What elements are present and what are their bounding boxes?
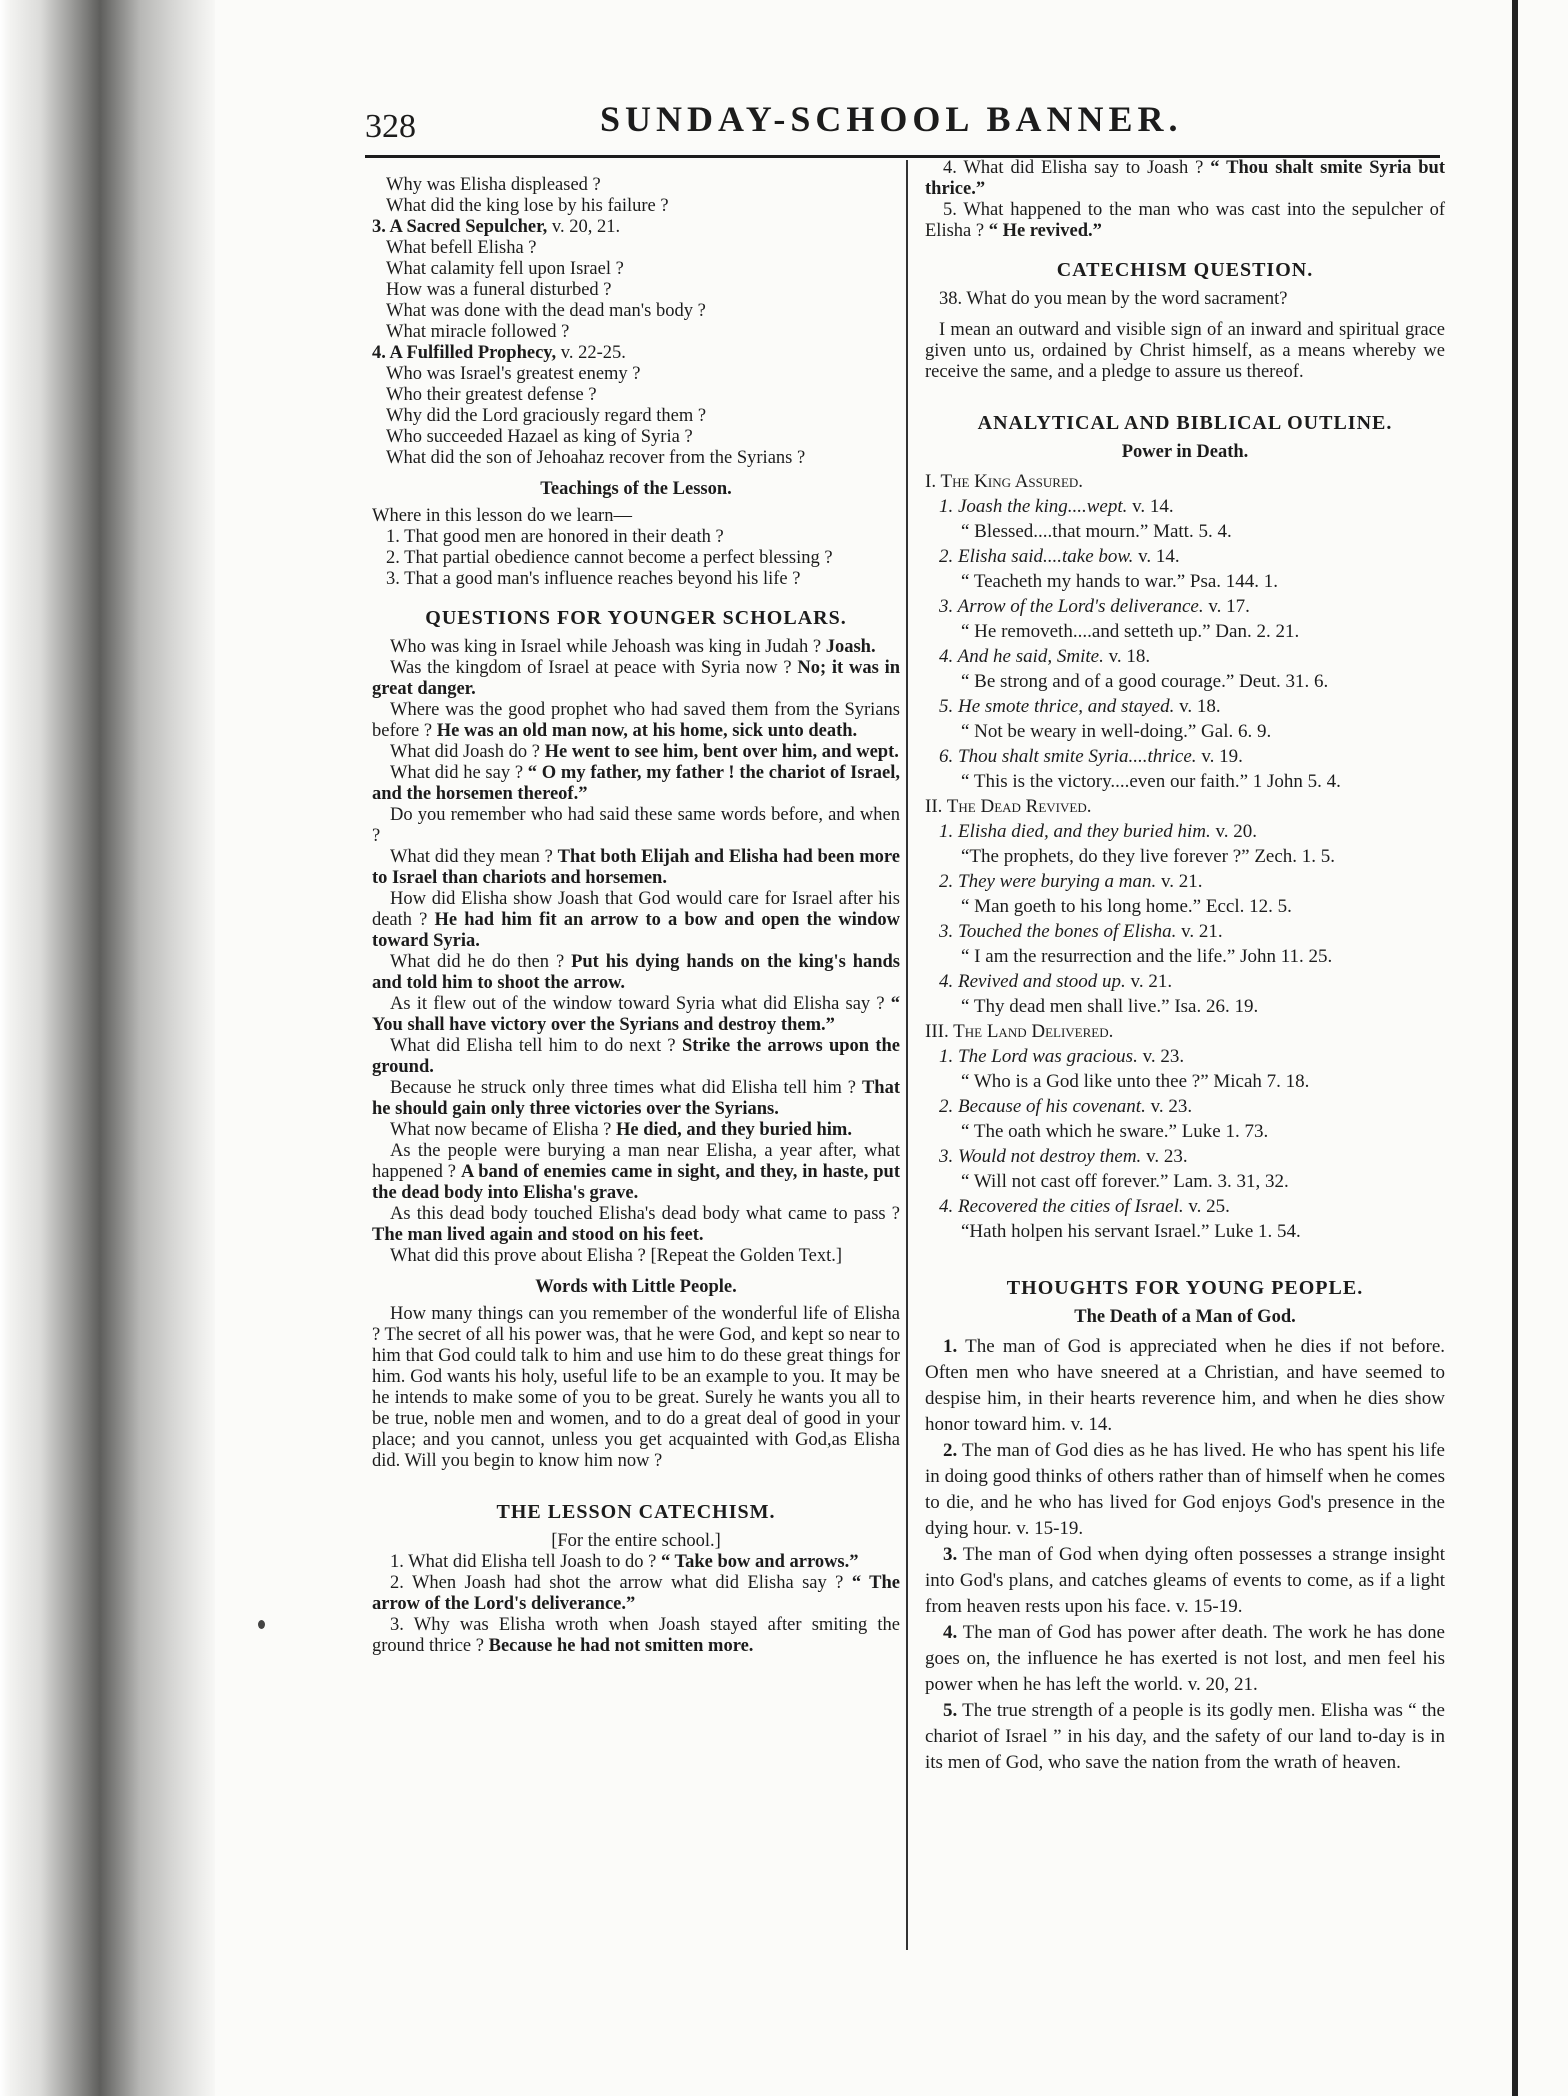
outline-scripture: “ Be strong and of a good courage.” Deut. 31. 6. (961, 671, 1329, 692)
ink-spot (258, 1620, 265, 1629)
thought-paragraph (925, 1438, 1445, 1542)
question-text: What did he do then ? (390, 952, 565, 972)
book-page-edges (0, 0, 215, 2096)
qa-item (372, 742, 900, 763)
outline-scripture: “ The oath which he sware.” Luke 1. 73. (961, 1121, 1269, 1142)
question-text: 5. What happened to the man who was cast into the sepulcher of Elisha ? (925, 200, 1445, 241)
outline-text: 3. Would not destroy them. (939, 1146, 1142, 1167)
outline-text: 6. Thou shalt smite Syria....thrice. (939, 746, 1197, 767)
question-text: What did Elisha tell him to do next ? (390, 1036, 676, 1056)
catechism-item (372, 1573, 900, 1615)
outline-scripture: “Hath holpen his servant Israel.” Luke 1. 54. (961, 1221, 1301, 1242)
outline-text: 3. Touched the bones of Elisha. (939, 921, 1177, 942)
catechism-question-heading: CATECHISM QUESTION. (1056, 259, 1314, 281)
catechism-item (372, 1552, 900, 1573)
outline-scripture: “The prophets, do they live forever ?” Zech. 1. 5. (961, 846, 1336, 867)
section-heading: 3. A Sacred Sepulcher, v. 20, 21. (372, 217, 621, 237)
answer-text: “ Thou shalt smite Syria but thrice.” (925, 158, 1446, 199)
outline-item (925, 1044, 1445, 1069)
question-text: 2. When Joash had shot the arrow what did Elisha say ? (390, 1573, 844, 1593)
outline-item (925, 544, 1445, 569)
thought-paragraph (925, 1334, 1445, 1438)
running-title: SUNDAY-SCHOOL BANNER. (600, 99, 1183, 139)
answer-text: The man lived again and stood on his feet. (372, 1225, 704, 1245)
catechism-heading: THE LESSON CATECHISM. (496, 1501, 776, 1523)
page-number: 328 (365, 108, 416, 145)
question-line: What did the son of Jehoahaz recover from the Syrians ? (386, 448, 806, 468)
outline-scripture: “ Not be weary in well-doing.” Gal. 6. 9. (961, 721, 1272, 742)
answer-text: Joash. (825, 637, 876, 657)
question-text: Because he struck only three times what did Elisha tell him ? (390, 1078, 857, 1098)
top-lines (372, 175, 900, 217)
outline-ref: v. 21. (1125, 971, 1173, 992)
outline-text: 4. Recovered the cities of Israel. (939, 1196, 1184, 1217)
thought-number: 2. (943, 1440, 958, 1461)
catechism-subheading: [For the entire school.] (551, 1531, 721, 1551)
question-text: Where was the good prophet who had saved them from the Syrians before ? (372, 700, 900, 741)
catechism-question: 38. What do you mean by the word sacrament? (939, 289, 1288, 309)
catechism-item (372, 1615, 900, 1657)
answer-text: Strike the arrows upon the ground. (372, 1036, 901, 1077)
thought-paragraph (925, 1542, 1445, 1620)
thoughts-heading: THOUGHTS FOR YOUNG PEOPLE. (1006, 1277, 1364, 1299)
answer-text: He had him fit an arrow to a bow and open the window toward Syria. (372, 910, 900, 951)
thought-text: The man of God is appreciated when he dies if not before. Often men who have sneered at a Christian, and have seemed to despise him, in their hearts reverence him, and when he dies show honor toward him. v. 14. (925, 1336, 1445, 1435)
question-line: What did the king lose by his failure ? (386, 196, 669, 216)
outline-text: 1. Joash the king....wept. (939, 496, 1128, 517)
outline-heading: ANALYTICAL AND BIBLICAL OUTLINE. (977, 412, 1393, 434)
question-text: What did Joash do ? (390, 742, 541, 762)
qa-item (372, 805, 900, 847)
question-text: 1. What did Elisha tell Joash to do ? (390, 1552, 657, 1572)
qa-item (372, 1246, 900, 1267)
answer-text: A band of enemies came in sight, and they, in haste, put the dead body into Elisha's grave. (372, 1162, 900, 1203)
outline-ref: v. 18. (1103, 646, 1151, 667)
outline-scripture: “ He removeth....and setteth up.” Dan. 2. 21. (961, 621, 1300, 642)
outline-scripture: “ Teacheth my hands to war.” Psa. 144. 1. (961, 571, 1279, 592)
answer-text: No; it was in great danger. (372, 658, 901, 699)
thought-paragraph (925, 1698, 1445, 1776)
question-line: Why did the Lord graciously regard them ? (386, 406, 707, 426)
question-text: As this dead body touched Elisha's dead body what came to pass ? (390, 1204, 900, 1224)
question-text: 4. What did Elisha say to Joash ? (943, 158, 1204, 178)
question-text: Was the kingdom of Israel at peace with Syria now ? (390, 658, 792, 678)
thought-text: The man of God dies as he has lived. He who has spent his life in doing good thinks of others rather than of himself when he comes to die, and he who has lived for God enjoys God's presence in the dying hour. v. 15-19. (925, 1440, 1445, 1539)
qa-item (372, 1036, 900, 1078)
teachings-heading: Teachings of the Lesson. (540, 479, 732, 499)
qa-item (372, 1120, 900, 1141)
answer-text: “ You shall have victory over the Syrians and destroy them.” (372, 994, 901, 1035)
younger-questions (372, 637, 900, 1267)
outline-item (925, 1194, 1445, 1219)
thought-number: 5. (943, 1700, 958, 1721)
question-line: What miracle followed ? (386, 322, 570, 342)
teaching-item: 2. That partial obedience cannot become a perfect blessing ? (386, 548, 833, 568)
outline-ref: v. 23. (1141, 1146, 1188, 1167)
outline-item (925, 819, 1445, 844)
outline-item (925, 869, 1445, 894)
question-text: What did they mean ? (390, 847, 553, 867)
outline-text: 4. Revived and stood up. (939, 971, 1126, 992)
outline-item (925, 1094, 1445, 1119)
thoughts-list (925, 1334, 1445, 1776)
outline-scripture: “ Will not cast off forever.” Lam. 3. 31, 32. (961, 1171, 1289, 1192)
qa-item (372, 700, 900, 742)
outline-ref: v. 21. (1156, 871, 1203, 892)
outline-text: 4. And he said, Smite. (939, 646, 1104, 667)
qa-item (372, 658, 900, 700)
outline-text: 5. He smote thrice, and stayed. (939, 696, 1175, 717)
outline-item (925, 744, 1445, 769)
qa-item (372, 763, 900, 805)
qa-item (372, 1141, 900, 1204)
outline-ref: v. 14. (1133, 546, 1180, 567)
answer-text: “ The arrow of the Lord's deliverance.” (372, 1573, 900, 1614)
outline-item (925, 1144, 1445, 1169)
column-divider (906, 160, 908, 1950)
question-text: How did Elisha show Joash that God would care for Israel after his death ? (372, 889, 900, 930)
outline-scripture: “ I am the resurrection and the life.” John 11. 25. (961, 946, 1333, 967)
qa-item (372, 1204, 900, 1246)
binding-edge (1512, 0, 1518, 2096)
outline-text: 2. Because of his covenant. (939, 1096, 1146, 1117)
left-column (372, 175, 900, 1657)
thought-number: 3. (943, 1544, 958, 1565)
answer-text: Because he had not smitten more. (488, 1636, 754, 1656)
question-line: How was a funeral disturbed ? (386, 280, 612, 300)
qa-item (372, 994, 900, 1036)
teachings-intro: Where in this lesson do we learn— (372, 506, 632, 526)
question-text: What now became of Elisha ? (390, 1120, 612, 1140)
question-line: Who their greatest defense ? (386, 385, 597, 405)
question-line: Who was Israel's greatest enemy ? (386, 364, 641, 384)
question-line: What befell Elisha ? (386, 238, 537, 258)
outline-text: 3. Arrow of the Lord's deliverance. (939, 596, 1204, 617)
thought-text: The man of God has power after death. The work he has done goes on, the influence he has exerted is not lost, and men feel his power when he has left the world. v. 20, 21. (925, 1622, 1445, 1695)
teaching-item: 3. That a good man's influence reaches beyond his life ? (386, 569, 801, 589)
little-people-heading: Words with Little People. (535, 1277, 737, 1297)
outline-ref: v. 20. (1210, 821, 1258, 842)
outline-item (925, 919, 1445, 944)
answer-text: That he should gain only three victories over the Syrians. (372, 1078, 900, 1119)
thought-number: 4. (943, 1622, 958, 1643)
catechism-questions (372, 1552, 900, 1657)
outline-ref: v. 21. (1176, 921, 1223, 942)
outline-item (925, 694, 1445, 719)
outline-ref: v. 23. (1145, 1096, 1193, 1117)
outline-scripture: “ Who is a God like unto thee ?” Micah 7. 18. (961, 1071, 1310, 1092)
catechism-item (925, 158, 1445, 200)
outline-ref: v. 17. (1203, 596, 1250, 617)
outline-list (925, 469, 1445, 1244)
question-line: What calamity fell upon Israel ? (386, 259, 624, 279)
catechism-item (925, 200, 1445, 242)
qa-item (372, 1078, 900, 1120)
answer-text: “ He revived.” (988, 221, 1102, 241)
right-column (925, 158, 1445, 1776)
thought-number: 1. (943, 1336, 958, 1357)
outline-section-heading: II. The Dead Revived. (925, 796, 1092, 817)
question-line: What was done with the dead man's body ? (386, 301, 706, 321)
answer-text: “ O my father, my father ! the chariot of Israel, and the horsemen thereof.” (372, 763, 900, 804)
outline-section-heading: I. The King Assured. (925, 471, 1084, 492)
outline-ref: v. 14. (1127, 496, 1174, 517)
question-text: As the people were burying a man near Elisha, a year after, what happened ? (372, 1141, 900, 1182)
answer-text: He died, and they buried him. (616, 1120, 852, 1140)
outline-scripture: “ Blessed....that mourn.” Matt. 5. 4. (961, 521, 1232, 542)
outline-ref: v. 25. (1183, 1196, 1230, 1217)
outline-scripture: “ This is the victory....even our faith.” 1 John 5. 4. (961, 771, 1341, 792)
answer-text: Put his dying hands on the king's hands and told him to shoot the arrow. (372, 952, 901, 993)
answer-text: He went to see him, bent over him, and wept. (544, 742, 899, 762)
qa-item (372, 847, 900, 889)
question-text: 3. Why was Elisha wroth when Joash stayed after smiting the ground thrice ? (372, 1615, 900, 1656)
outline-text: 2. Elisha said....take bow. (939, 546, 1134, 567)
outline-item (925, 494, 1445, 519)
question-line: Who succeeded Hazael as king of Syria ? (386, 427, 693, 447)
answer-text: That both Elijah and Elisha had been more to Israel than chariots and horsemen. (372, 847, 901, 888)
outline-section-heading: III. The Land Delivered. (925, 1021, 1114, 1042)
qa-item (372, 637, 900, 658)
section-heading: 4. A Fulfilled Prophecy, v. 22-25. (372, 343, 626, 363)
outline-text: 1. Elisha died, and they buried him. (939, 821, 1211, 842)
question-text: Do you remember who had said these same words before, and when ? (372, 805, 900, 846)
outline-scripture: “ Man goeth to his long home.” Eccl. 12. 5. (961, 896, 1292, 917)
outline-item (925, 594, 1445, 619)
outline-ref: v. 23. (1137, 1046, 1185, 1067)
outline-item (925, 969, 1445, 994)
outline-text: 1. The Lord was gracious. (939, 1046, 1138, 1067)
younger-scholars-heading: QUESTIONS FOR YOUNGER SCHOLARS. (425, 607, 847, 629)
question-text: What did he say ? (390, 763, 524, 783)
little-people-text: How many things can you remember of the wonderful life of Elisha ? The secret of all his power was, that he were God, and kept so near to him that God could talk to him and use him to do these great things for him. God wants his holy, useful life to be an example to you. It may be he intends to make some of you to be great. Surely he wants you all to be true, noble men and women, and to do a great deal of good in your place; and you cannot, unless you get acquainted with God,as Elisha did. Will you begin to know him now ? (372, 1304, 900, 1471)
answer-text: “ Take bow and arrows.” (660, 1552, 859, 1572)
thought-paragraph (925, 1620, 1445, 1698)
teaching-item: 1. That good men are honored in their death ? (386, 527, 724, 547)
catechism-continued (925, 158, 1445, 242)
catechism-answer: I mean an outward and visible sign of an inward and spiritual grace given unto us, ordained by Christ himself, as a means whereby we receive the same, and a pledge to assure us thereof. (925, 320, 1445, 382)
outline-ref: v. 19. (1196, 746, 1243, 767)
thought-text: The true strength of a people is its godly men. Elisha was “ the chariot of Israel ” in his day, and the safety of our land to-day is in its men of God, who save the nation from the wrath of heaven. (925, 1700, 1445, 1773)
outline-text: 2. They were burying a man. (939, 871, 1157, 892)
answer-text: He was an old man now, at his home, sick unto death. (436, 721, 858, 741)
qa-item (372, 889, 900, 952)
outline-subheading: Power in Death. (1121, 442, 1249, 462)
thought-text: The man of God when dying often possesses a strange insight into God's plans, and catches gleams of events to come, as if a light from heaven rests upon his face. v. 15-19. (925, 1544, 1445, 1617)
question-line: Why was Elisha displeased ? (386, 175, 601, 195)
outline-ref: v. 18. (1174, 696, 1221, 717)
qa-item (372, 952, 900, 994)
question-text: Who was king in Israel while Jehoash was king in Judah ? (390, 637, 822, 657)
outline-item (925, 644, 1445, 669)
outline-scripture: “ Thy dead men shall live.” Isa. 26. 19. (961, 996, 1259, 1017)
question-text: What did this prove about Elisha ? [Repeat the Golden Text.] (390, 1246, 843, 1266)
thoughts-subheading: The Death of a Man of God. (1074, 1307, 1296, 1327)
question-text: As it flew out of the window toward Syria what did Elisha say ? (390, 994, 885, 1014)
